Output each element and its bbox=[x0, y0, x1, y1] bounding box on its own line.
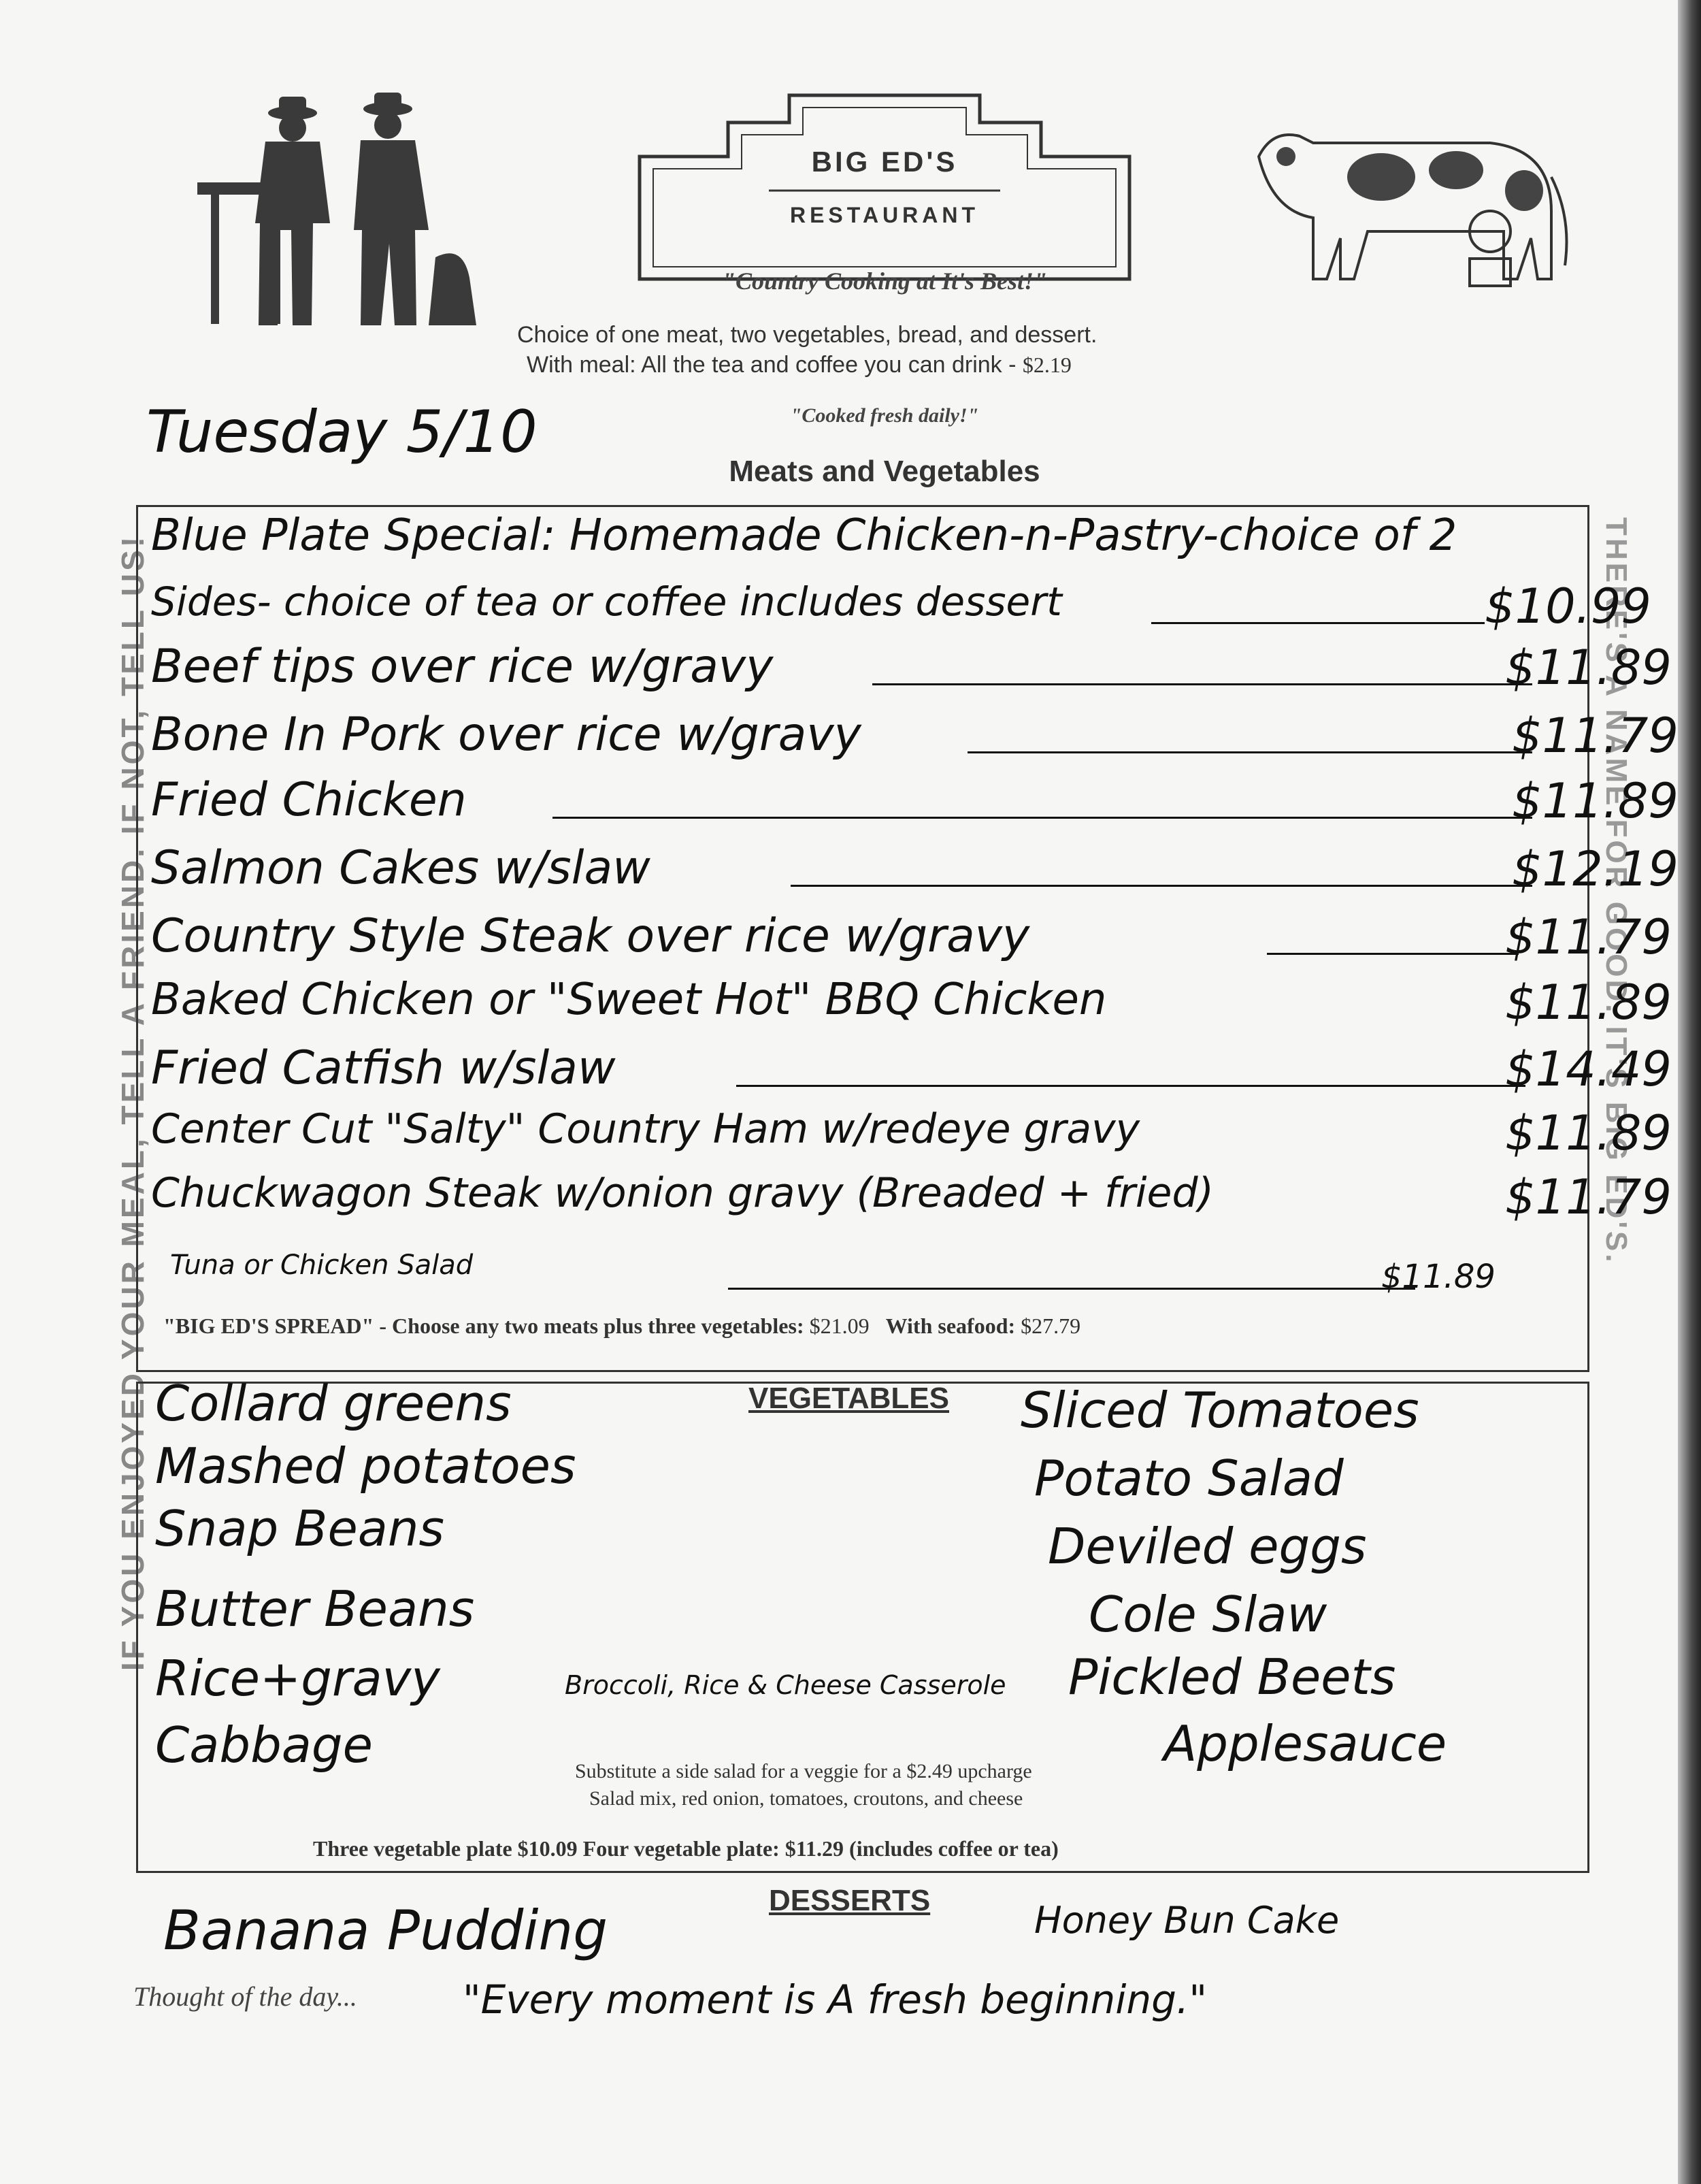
vegetable-item: Butter Beans bbox=[155, 1580, 475, 1637]
desserts-title: DESSERTS bbox=[769, 1884, 931, 1917]
dessert-item: Banana Pudding bbox=[163, 1899, 608, 1962]
logo-title: BIG ED'S bbox=[811, 146, 958, 178]
price-leader-line bbox=[736, 1085, 1525, 1087]
logo-text-group bbox=[633, 88, 1136, 286]
meat-item bbox=[151, 1169, 1701, 1235]
price-leader-line bbox=[1267, 953, 1519, 955]
dessert-item: Honey Bun Cake bbox=[1034, 1899, 1340, 1942]
right-margin-tagline: THERE'S A NAME FOR GOOD. IT'S BIG ED'S. bbox=[1600, 517, 1633, 1265]
tea-coffee-price: $2.19 bbox=[1022, 353, 1072, 377]
vegetable-item: Potato Salad bbox=[1034, 1450, 1344, 1507]
vegetables-title: VEGETABLES bbox=[748, 1382, 950, 1415]
meat-price: $10.99 bbox=[1485, 578, 1651, 634]
meat-item bbox=[151, 1105, 1701, 1171]
spread-label: "BIG ED'S SPREAD" - Choose any two meats plus three vegetables: bbox=[163, 1314, 804, 1338]
slogan: "Country Cooking at It's Best!" bbox=[721, 267, 1048, 295]
vegetable-item: Cole Slaw bbox=[1089, 1586, 1327, 1643]
meat-price: $11.89 bbox=[1512, 773, 1679, 829]
big-eds-spread bbox=[163, 1314, 1080, 1339]
cow-illustration bbox=[1232, 116, 1585, 347]
left-margin-tagline: IF YOU ENJOYED YOUR MEAL, TELL A FRIEND. IF NOT, TELL US! bbox=[115, 534, 150, 1672]
spread-price: $21.09 bbox=[809, 1314, 870, 1338]
vegetable-item: Snap Beans bbox=[155, 1500, 445, 1557]
meat-price: $11.79 bbox=[1505, 1169, 1672, 1225]
spread-seafood-label: With seafood: bbox=[885, 1314, 1016, 1338]
meat-price: $14.49 bbox=[1505, 1041, 1672, 1097]
meat-item bbox=[151, 975, 1701, 1040]
salad-contents-note: Salad mix, red onion, tomatoes, croutons, and cheese bbox=[589, 1787, 1023, 1810]
meat-item bbox=[170, 1247, 1701, 1312]
meal-info-line1: Choice of one meat, two vegetables, bread, and dessert. bbox=[517, 322, 1097, 348]
meal-info-line2 bbox=[517, 350, 1097, 380]
meat-price: $11.89 bbox=[1505, 640, 1672, 696]
spread-seafood-price: $27.79 bbox=[1021, 1314, 1081, 1338]
menu-date: Tuesday 5/10 bbox=[146, 398, 538, 466]
thought-of-day-quote: "Every moment is A fresh beginning." bbox=[463, 1976, 1208, 2023]
price-leader-line bbox=[552, 817, 1532, 819]
salad-substitute-note: Substitute a side salad for a veggie for a $2.49 upcharge bbox=[575, 1760, 1032, 1782]
meat-price: $11.79 bbox=[1512, 708, 1679, 764]
vegetable-item: Rice+gravy bbox=[155, 1650, 440, 1707]
price-leader-line bbox=[728, 1288, 1415, 1290]
meat-item bbox=[151, 909, 1701, 975]
price-leader-line bbox=[791, 885, 1532, 887]
meat-item bbox=[151, 510, 1701, 576]
price-leader-line bbox=[968, 751, 1532, 753]
meat-item bbox=[151, 1041, 1701, 1107]
meat-name: Center Cut "Salty" Country Ham w/redeye gravy bbox=[151, 1105, 1140, 1153]
logo-subtitle: RESTAURANT bbox=[789, 203, 980, 227]
meat-name: Beef tips over rice w/gravy bbox=[151, 640, 774, 694]
vegetable-item: Applesauce bbox=[1163, 1715, 1447, 1772]
meat-item bbox=[151, 841, 1701, 907]
meal-info bbox=[517, 320, 1097, 380]
meat-price: $11.89 bbox=[1381, 1258, 1496, 1296]
thought-of-day-label: Thought of the day... bbox=[133, 1981, 357, 2012]
cooked-fresh-note: "Cooked fresh daily!" bbox=[790, 404, 979, 427]
meat-price: $11.79 bbox=[1505, 909, 1672, 965]
meal-info-line2-text: With meal: All the tea and coffee you can drink - bbox=[527, 352, 1023, 378]
meat-name: Fried Catfish w/slaw bbox=[151, 1041, 616, 1095]
meat-name: Tuna or Chicken Salad bbox=[170, 1250, 474, 1281]
meat-name: Fried Chicken bbox=[151, 773, 467, 827]
vegetable-item: Sliced Tomatoes bbox=[1021, 1382, 1419, 1439]
meat-item bbox=[151, 708, 1701, 773]
meat-name: Salmon Cakes w/slaw bbox=[151, 841, 650, 895]
meat-name: Bone In Pork over rice w/gravy bbox=[151, 708, 861, 762]
meat-name: Sides- choice of tea or coffee includes dessert bbox=[151, 578, 1062, 625]
meat-name: Country Style Steak over rice w/gravy bbox=[151, 909, 1030, 963]
vegetable-item: Cabbage bbox=[155, 1716, 373, 1774]
vegetable-item: Mashed potatoes bbox=[155, 1437, 576, 1495]
meat-name: Chuckwagon Steak w/onion gravy (Breaded + fried) bbox=[151, 1169, 1214, 1217]
vegetable-item: Deviled eggs bbox=[1048, 1518, 1367, 1575]
price-leader-line bbox=[872, 683, 1532, 685]
farmers-illustration bbox=[191, 87, 490, 339]
vegetable-plate-prices: Three vegetable plate $10.09 Four vegetable plate: $11.29 (includes coffee or tea) bbox=[313, 1836, 1059, 1861]
vegetable-item: Pickled Beets bbox=[1068, 1648, 1396, 1706]
meat-item bbox=[151, 640, 1701, 705]
vegetable-item: Collard greens bbox=[155, 1375, 512, 1432]
meats-section-title: Meats and Vegetables bbox=[729, 455, 1040, 488]
vegetable-extra: Broccoli, Rice & Cheese Casserole bbox=[565, 1670, 1006, 1700]
meat-price: $12.19 bbox=[1512, 841, 1679, 897]
meat-name: Baked Chicken or "Sweet Hot" BBQ Chicken bbox=[151, 975, 1107, 1025]
price-leader-line bbox=[1151, 622, 1485, 624]
meat-price: $11.89 bbox=[1505, 1105, 1672, 1161]
meat-item bbox=[151, 773, 1701, 838]
meat-price: $11.89 bbox=[1505, 975, 1672, 1030]
meat-item bbox=[151, 578, 1701, 644]
meat-name: Blue Plate Special: Homemade Chicken-n-Pastry-choice of 2 bbox=[151, 510, 1457, 561]
